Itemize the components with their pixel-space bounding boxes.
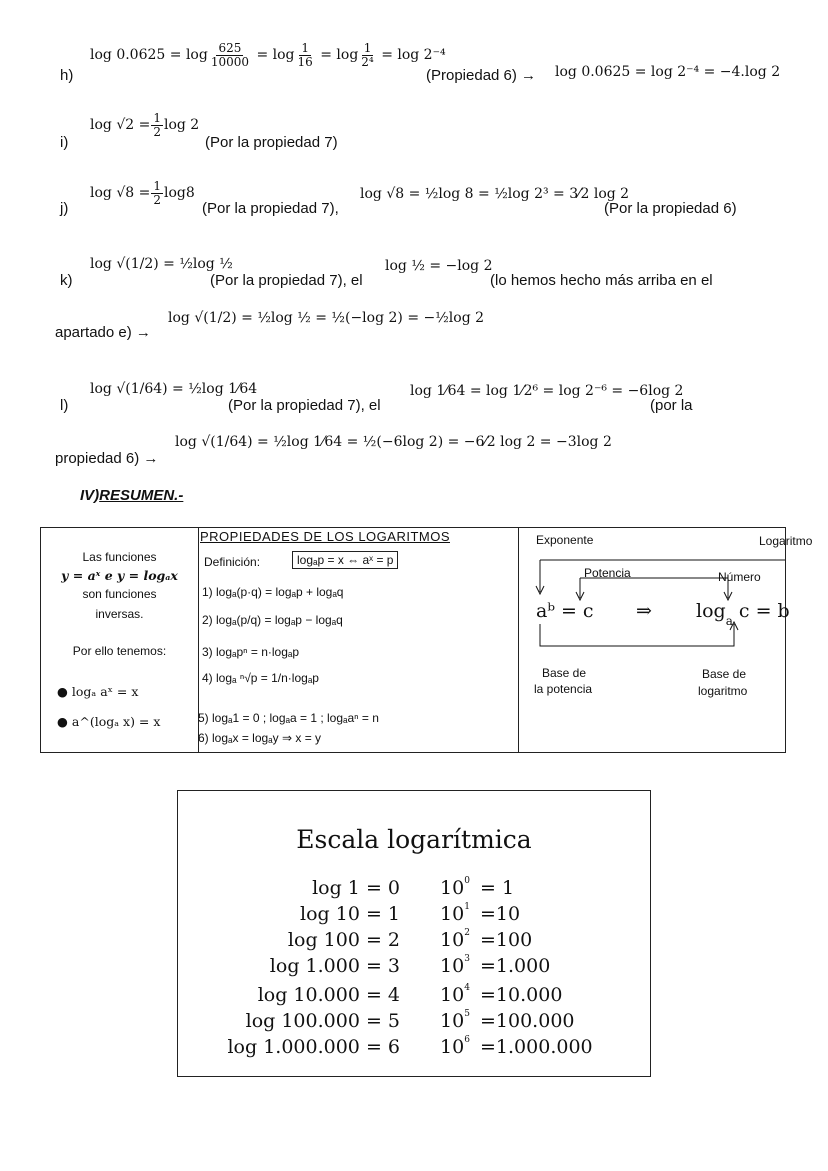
frac-num: 1 [301,41,309,55]
summary-diagram-column [518,528,813,752]
note-l-2: (por la [650,397,693,414]
power-exponent: 5 [464,1008,470,1019]
power-exponent: 4 [464,982,470,993]
equation-k: log √(1/2) = ½log ½ [90,256,233,272]
property-1: 1) logₐ(p·q) = logₐp + logₐq [202,585,344,599]
power-base: 10 [440,984,465,1006]
formula-log-rest: c = b [738,600,790,622]
power-value: = 1 [480,877,515,899]
log-expression: log 1.000 = 3 [269,955,400,977]
power-exponent: 6 [464,1034,470,1045]
power-value: =10 [480,903,521,925]
frac-den: 16 [297,54,313,69]
power-of-ten [440,984,470,1006]
frac-num: 625 [218,41,242,55]
item-letter-k: k) [60,272,73,289]
log-scale-row [178,929,650,955]
frac-den: 2 [153,192,161,207]
implies-symbol: ⇒ [636,600,652,622]
log-scale-row [178,984,650,1010]
left-line-1: Las funciones [82,550,157,564]
log-expression: log 1 = 0 [312,877,400,899]
power-of-ten [440,929,470,951]
property-5: 5) logₐ1 = 0 ; logₐa = 1 ; logₐaⁿ = n [198,711,379,725]
left-line-2: y = aˣ e y = logₐx [61,568,178,583]
power-of-ten [440,903,470,925]
log-expression: log 100 = 2 [287,929,400,951]
property-2: 2) logₐ(p/q) = logₐp − logₐq [202,613,343,627]
power-base: 10 [440,1036,465,1058]
power-base: 10 [440,877,465,899]
eq-i: log √2 = [90,117,151,134]
power-of-ten [440,877,470,899]
summary-table [40,527,813,753]
equation-k-3: log √(1/2) = ½log ½ = ½(−log 2) = −½log 2 [168,310,485,326]
power-of-ten [440,1036,470,1058]
left-line-3: son funciones [82,587,157,601]
power-exponent: 3 [464,953,470,964]
note-j-1: (Por la propiedad 7), [202,200,339,217]
label-base-logaritmo-1: Base de [702,667,747,681]
equation-k-2: log ½ = −log 2 [385,258,493,274]
frac-den: 2 [153,124,161,139]
power-base: 10 [440,955,465,977]
log-scale-box [177,790,651,1077]
power-exponent: 0 [464,875,470,886]
result-h: log 0.0625 = log 2⁻⁴ = −4.log 2 [555,64,781,80]
definition-label: Definición: [204,555,261,569]
frac-num: 1 [153,111,161,125]
section-number: IV) [80,487,100,504]
equation-l-3: log √(1/64) = ½log 1⁄64 = ½(−6log 2) = −6⁄2 log 2 = −3log 2 [175,434,612,450]
label-base-potencia-2: la potencia [534,682,593,696]
power-value: =10.000 [480,984,563,1006]
note-h: (Propiedad 6) → [426,67,537,84]
label-exponente: Exponente [536,533,594,547]
eq-i-end: log 2 [163,117,200,134]
log-scale-row [178,955,650,981]
definition-formula: logₐp = x ⇔ aˣ = p [292,551,398,569]
summary-left-column [41,528,199,752]
power-base: 10 [440,929,465,951]
equation-l-2: log 1⁄64 = log 1⁄2⁶ = log 2⁻⁶ = −6log 2 [410,383,684,399]
bullet-2: ● a^(logₐ x) = x [57,714,161,729]
formula-log-word: log [696,600,726,622]
eq-h-end: = log 2⁻⁴ [381,47,446,64]
note-k-1: (Por la propiedad 7), el [210,272,363,289]
formula-log-base: a [725,614,733,628]
log-expression: log 1.000.000 = 6 [227,1036,400,1058]
power-of-ten [440,955,470,977]
frac-num: 1 [363,41,372,55]
power-base: 10 [440,903,465,925]
properties-title: PROPIEDADES DE LOS LOGARITMOS [200,529,450,544]
item-letter-h: h) [60,67,74,84]
equation-j-2: log √8 = ½log 8 = ½log 2³ = 3⁄2 log 2 [360,186,630,202]
note-k-3: apartado e) → [55,324,151,341]
log-expression: log 10 = 1 [300,903,400,925]
power-exponent: 1 [464,901,470,912]
note-k-2: (lo hemos hecho más arriba en el [490,272,713,289]
equation-j [90,180,195,206]
eq-j-end: log8 [163,185,195,202]
label-numero: Número [718,570,761,584]
log-scale-row [178,1036,650,1062]
log-scale-row [178,1010,650,1036]
power-value: =1.000 [480,955,551,977]
bullet-1-text: logₐ aˣ = x [71,684,139,699]
log-scale-title: Escala logarítmica [296,825,532,854]
left-line-5: Por ello tenemos: [72,644,167,658]
label-base-logaritmo-2: logaritmo [698,684,748,698]
label-logaritmo: Logaritmo [759,534,813,548]
log-scale-row [178,877,650,903]
section-title: RESUMEN.- [99,487,184,504]
section-heading [80,487,183,504]
power-exponent: 2 [464,927,470,938]
log-diagram-arrows [518,528,785,752]
left-line-4: inversas. [95,607,144,621]
power-base: 10 [440,1010,465,1032]
note-l-1: (Por la propiedad 7), el [228,397,381,414]
equation-l: log √(1/64) = ½log 1⁄64 [90,381,258,397]
power-value: =100 [480,929,533,951]
formula-log [696,600,790,628]
item-letter-i: i) [60,134,69,151]
property-4: 4) logₐ ⁿ√p = 1/n·logₐp [202,671,319,685]
power-of-ten [440,1010,470,1032]
summary-properties-column [198,528,519,752]
log-scale-row [178,903,650,929]
note-j-2: (Por la propiedad 6) [604,200,737,217]
frac-den: 2⁴ [361,54,374,69]
power-value: =1.000.000 [480,1036,593,1058]
note-i: (Por la propiedad 7) [205,134,338,151]
equation-i [90,112,199,138]
eq-h-lhs: log 0.0625 [90,47,166,64]
property-6: 6) logₐx = logₐy ⇒ x = y [198,731,322,745]
formula-power: aᵇ = c [536,600,594,622]
frac-den: 10000 [210,54,249,69]
bullet-2-text: a^(logₐ x) = x [71,714,161,729]
log-expression: log 10.000 = 4 [257,984,400,1006]
power-value: =100.000 [480,1010,575,1032]
item-letter-j: j) [60,200,69,217]
label-base-potencia-1: Base de [542,666,587,680]
bullet-1: ● logₐ aˣ = x [57,684,139,699]
frac-num: 1 [153,179,161,193]
log-expression: log 100.000 = 5 [245,1010,400,1032]
eq-j: log √8 = [90,185,151,202]
label-potencia: Potencia [584,566,631,580]
property-3: 3) logₐpⁿ = n·logₐp [202,645,300,659]
equation-h: log 0.0625 = log $\frac{625}{10000}$ = log $\frac{1}{16}$ = log $\frac{1}{\text{2⁴}}$ = log 2⁻⁴ [90,41,446,69]
note-l-3: propiedad 6) → [55,450,159,467]
item-letter-l: l) [60,397,69,414]
